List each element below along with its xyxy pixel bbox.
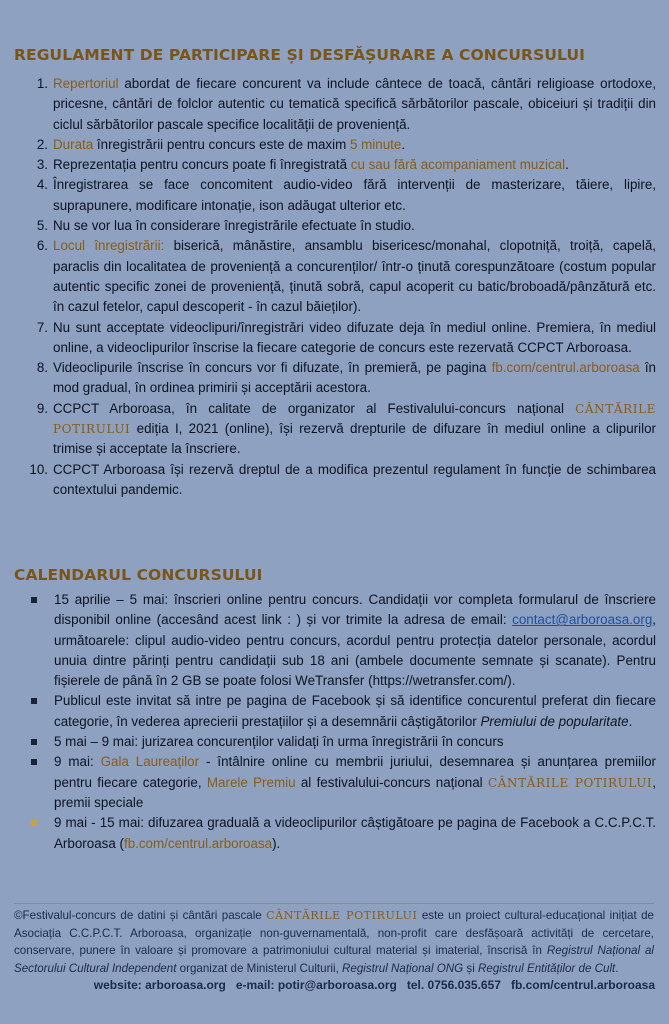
list-item: 4. Înregistrarea se face concomitent audio-video fără intervenții de masterizare, tăiere, lipire, suprapunere, modificare intonație, ison adăugat ulterior etc. xyxy=(36,177,656,213)
list-item: 7. Nu sunt acceptate videoclipuri/înregistrări video difuzate deja în mediul online. Premiera, în mediul online, a videoclipurilor înscrise la fiecare categorie de concurs este rezervată CCPCT Arboroasa. xyxy=(36,319,656,355)
facebook-link[interactable]: fb.com/centrul.arboroasa xyxy=(491,360,640,376)
list-item: Publicul este invitat să intre pe pagina de Facebook și să identifice concurentul preferat din fiecare categorie, în vederea aprecierii prestațiilor și a desemnării câștigătorilor Premiului de popularitate. xyxy=(14,691,656,732)
bullet-icon xyxy=(31,739,37,745)
list-item: 2. Durata înregistrării pentru concurs este de maxim 5 minute. xyxy=(36,136,406,152)
list-item: 10. CCPCT Arboroasa își rezervă dreptul de a modifica prezentul regulament în funcție de schimbarea contextului pandemic. xyxy=(29,461,656,497)
list-item: 9 mai - 15 mai: difuzarea graduală a videoclipurilor câștigătoare pe pagina de Facebook a C.C.P.C.T. Arboroasa (fb.com/centrul.arboroasa). xyxy=(14,813,656,854)
list-item: 15 aprilie – 5 mai: înscrieri online pentru concurs. Candidații vor completa formularul de înscriere disponibil online (accesând acest link : ) și vor trimite la adresa de email: contact@arboroasa.org, următoarele: clipul audio-video pentru concurs, acordul pentru protecția datelor personale, acordul unuia dintre părinți pentru candidații sub 18 ani (ambele documente semnate și scanate). Pentru fișierele de până în 2 GB se poate folosi WeTransfer (https://wetransfer.com/). xyxy=(14,590,656,691)
list-item: 5 mai – 9 mai: jurizarea concurenților validați în urma înregistrării în concurs xyxy=(14,732,656,752)
contact-email-link[interactable]: contact@arboroasa.org xyxy=(512,612,653,628)
list-item: 6. Locul înregistrării: biserică, mânăstire, ansamblu bisericesc/monahal, clopotniță, troiță, capelă, paraclis din localitatea de proveniență a concurenților/ într-o ținută corespunzătoare (costum popular autentic specific zonei de proveniență, ținută sobră, capul acoperit cu batic/broboadă/pânzătură etc. în cazul fetelor, capul descoperit - în cazul băieților). xyxy=(36,238,656,315)
list-item: 5. Nu se vor lua în considerare înregistrările efectuate în studio. xyxy=(36,218,415,234)
list-item: 3. Reprezentația pentru concurs poate fi înregistrată cu sau fără acompaniament muzical. xyxy=(36,157,569,173)
bullet-icon xyxy=(31,597,37,603)
email-link[interactable]: e-mail: potir@arboroasa.org xyxy=(235,978,397,992)
list-item: 9 mai: Gala Laureaților - întâlnire online cu membrii juriului, desemnarea și anunțarea premiilor pentru fiecare categorie, Marele Premiu al festivalului-concurs național CÂNTĂRILE POTIRULUI, premii speciale xyxy=(14,752,656,813)
festival-name: CÂNTĂRILE POTIRULUI xyxy=(487,775,653,790)
bullet-icon xyxy=(31,820,37,826)
bullet-icon xyxy=(31,759,37,765)
footer-text: ©Festivalul-concurs de datini și cântări pascale CÂNTĂRILE POTIRULUI este un proiect cultural-educațional inițiat de Asociația C.C.P.C.T. Arboroasa, organizație non-guvernamentală, non-profit care desfășoară activități de cercetare, conservare, punere în valoare și promovare a patrimoniului cultural material și imaterial, înscrisă în Registrul Național al Sectorului Cultural Independent organizat de Ministerul Culturii, Registrul Național ONG și Registrul Entităților de Cult. xyxy=(14,909,655,975)
list-item: 1. Repertoriul abordat de fiecare concurent va include cântece de toacă, cântări religioase ortodoxe, pricesne, cântări de folclor autentic cu tematică specifică sărbătorilor pascale, obiceiuri și tradiții din ciclul sărbătorilor pascale specifice localității de proveniență. xyxy=(36,76,656,132)
calendar-title: CALENDARUL CONCURSULUI xyxy=(14,566,263,584)
list-item: 9. CCPCT Arboroasa, în calitate de organizator al Festivalului-concurs național CÂNTĂRILE POTIRULUI ediția I, 2021 (online), își rezervă drepturile de difuzare în mediul online a clipurilor trimise și acceptate la înscriere. xyxy=(36,400,656,457)
facebook-link[interactable]: fb.com/centrul.arboroasa xyxy=(510,978,655,992)
phone-number: tel. 0756.035.657 xyxy=(406,978,501,992)
regulament-title: REGULAMENT DE PARTICIPARE ȘI DESFĂȘURARE A CONCURSULUI xyxy=(14,46,586,64)
facebook-link[interactable]: fb.com/centrul.arboroasa xyxy=(123,835,273,851)
calendar-list xyxy=(14,590,656,854)
footer-divider xyxy=(14,903,654,904)
regulament-list xyxy=(10,74,656,500)
festival-name: CÂNTĂRILE POTIRULUI xyxy=(53,401,656,437)
website-link[interactable]: website: arboroasa.org xyxy=(93,978,226,992)
festival-name: CÂNTĂRILE POTIRULUI xyxy=(266,909,418,922)
list-item: 8. Videoclipurile înscrise în concurs vor fi difuzate, în premieră, pe pagina fb.com/centrul.arboroasa în mod gradual, în ordinea primirii și acceptării acestora. xyxy=(36,360,657,396)
contact-line xyxy=(94,978,655,992)
bullet-icon xyxy=(31,698,37,704)
